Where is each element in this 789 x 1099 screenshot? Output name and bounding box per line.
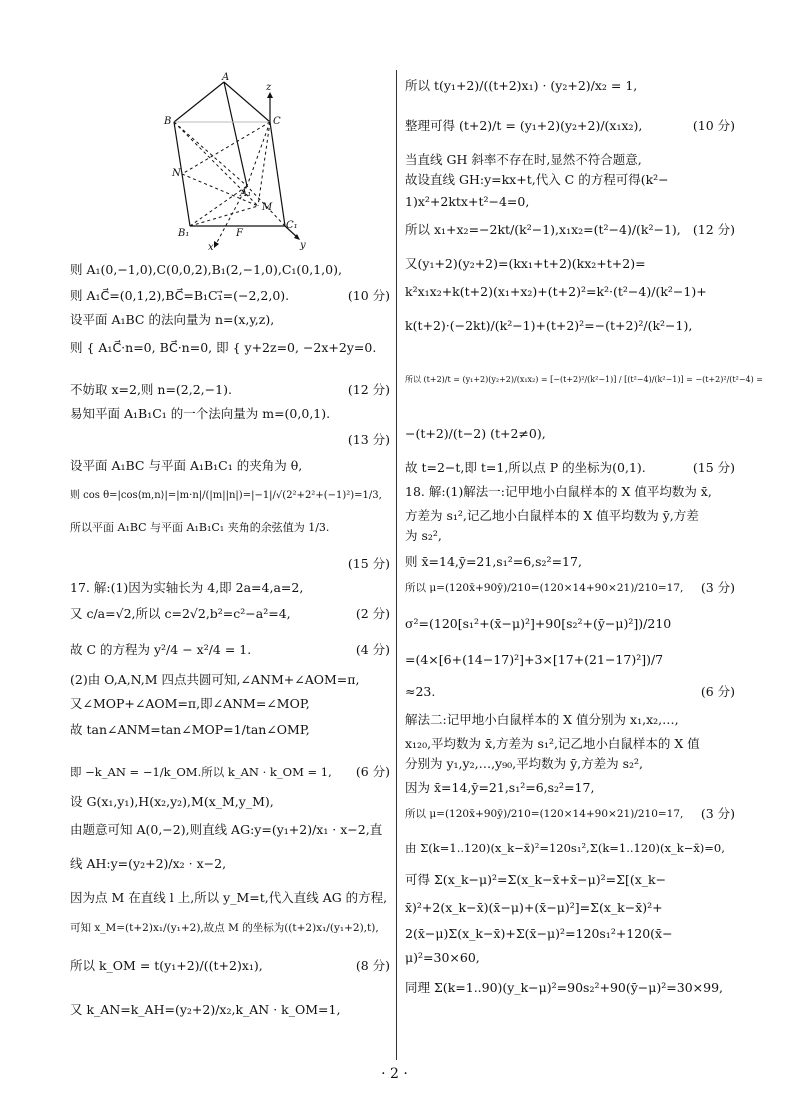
text-line: 整理可得 (t+2)/t = (y₁+2)(y₂+2)/(x₁x₂),	[405, 118, 643, 133]
text-line: 故 tan∠ANM=tan∠MOP=1/tan∠OMP,	[70, 722, 310, 737]
text-line: 则 x̄=14,ȳ=21,s₁²=6,s₂²=17,	[405, 554, 582, 569]
text-line: 故 C 的方程为 y²/4 − x²/4 = 1.	[70, 642, 252, 657]
score-mark: (3 分)	[700, 806, 735, 821]
text-line: 所以 μ=(120x̄+90ȳ)/210=(120×14+90×21)/210=17,	[405, 582, 684, 594]
label-M: M	[262, 202, 273, 213]
score-mark: (13 分)	[347, 432, 390, 447]
text-line: k²x₁x₂+k(t+2)(x₁+x₂)+(t+2)²=k²·(t²−4)/(k²−1)+	[405, 284, 707, 299]
page-number: · 2 ·	[381, 1066, 408, 1082]
text-line: 17. 解:(1)因为实轴长为 4,即 2a=4,a=2,	[70, 580, 304, 595]
text-line: 由 Σ(k=1..120)(x_k−x̄)²=120s₁²,Σ(k=1..120)(x_k−x̄)=0,	[405, 841, 725, 855]
text-line: 2(x̄−μ)Σ(x_k−x̄)+Σ(x̄−μ)²=120s₁²+120(x̄−	[405, 926, 673, 941]
text-line: 故设直线 GH:y=kx+t,代入 C 的方程可得(k²−	[405, 172, 669, 187]
text-line: 即 −k_AN = −1/k_OM.所以 k_AN · k_OM = 1,	[70, 765, 332, 779]
label-N: N	[172, 168, 181, 179]
label-C: C	[273, 116, 281, 127]
text-line: 易知平面 A₁B₁C₁ 的一个法向量为 m=(0,0,1).	[70, 406, 331, 421]
text-line: 又 c/a=√2,所以 c=2√2,b²=c²−a²=4,	[70, 606, 291, 621]
column-divider	[396, 70, 397, 1060]
score-mark: (12 分)	[347, 382, 390, 397]
prism-figure	[164, 72, 380, 253]
text-line: 所以平面 A₁BC 与平面 A₁B₁C₁ 夹角的余弦值为 1/3.	[70, 521, 330, 534]
text-line: 1)x²+2ktx+t²−4=0,	[405, 194, 530, 209]
text-line: 所以 (t+2)/t = (y₁+2)(y₂+2)/(x₁x₂) = [−(t+2)²/(k²−1)] / [(t²−4)/(k²−1)] = −(t+2)²/(t²−4) =	[405, 375, 763, 384]
text-line: −(t+2)/(t−2) (t+2≠0),	[405, 426, 546, 441]
text-line: 方差为 s₁²,记乙地小白鼠样本的 X 值平均数为 ȳ,方差	[405, 508, 699, 523]
text-line: 可知 x_M=(t+2)x₁/(y₁+2),故点 M 的坐标为((t+2)x₁/(y₁+2),t),	[70, 922, 379, 934]
score-mark: (2 分)	[355, 606, 390, 621]
text-line: 为 s₂²,	[405, 528, 442, 543]
text-line: x̄)²+2(x_k−x̄)(x̄−μ)+(x̄−μ)²]=Σ(x_k−x̄)²+	[405, 900, 663, 915]
text-line: 所以 x₁+x₂=−2kt/(k²−1),x₁x₂=(t²−4)/(k²−1),	[405, 222, 681, 237]
text-line: 线 AH:y=(y₂+2)/x₂ · x−2,	[70, 856, 227, 871]
text-line: 则 A₁C⃗=(0,1,2),BC⃗=B₁C₁⃗=(−2,2,0).	[70, 288, 290, 303]
label-x: x	[208, 242, 214, 253]
text-line: 解法二:记甲地小白鼠样本的 X 值分别为 x₁,x₂,…,	[405, 712, 679, 727]
text-line: (2)由 O,A,N,M 四点共圆可知,∠ANM+∠AOM=π,	[70, 672, 360, 687]
label-y: y	[300, 240, 306, 251]
text-line: 所以 μ=(120x̄+90ȳ)/210=(120×14+90×21)/210=17,	[405, 808, 684, 820]
text-line: 又∠MOP+∠AOM=π,即∠ANM=∠MOP,	[70, 696, 310, 711]
text-line: 则 { A₁C⃗·n=0, BC⃗·n=0, 即 { y+2z=0, −2x+2y=0.	[70, 340, 377, 355]
text-line: 不妨取 x=2,则 n=(2,2,−1).	[70, 382, 232, 397]
text-line: 因为 x̄=14,ȳ=21,s₁²=6,s₂²=17,	[405, 780, 595, 795]
text-line: 又 k_AN=k_AH=(y₂+2)/x₂,k_AN · k_OM=1,	[70, 1002, 341, 1017]
text-line: σ²=(120[s₁²+(x̄−μ)²]+90[s₂²+(ȳ−μ)²])/210	[405, 616, 672, 631]
label-z: z	[266, 82, 272, 93]
score-mark: (12 分)	[692, 222, 735, 237]
label-A: A	[222, 72, 230, 83]
text-line: 又(y₁+2)(y₂+2)=(kx₁+t+2)(kx₂+t+2)=	[405, 256, 646, 271]
text-line: =(4×[6+(14−17)²]+3×[17+(21−17)²])/7	[405, 652, 664, 667]
text-line: 同理 Σ(k=1..90)(y_k−μ)²=90s₂²+90(ȳ−μ)²=30×99,	[405, 980, 724, 995]
score-mark: (6 分)	[355, 764, 390, 779]
text-line: 设 G(x₁,y₁),H(x₂,y₂),M(x_M,y_M),	[70, 794, 274, 809]
score-mark: (4 分)	[355, 642, 390, 657]
text-line: k(t+2)·(−2kt)/(k²−1)+(t+2)²=−(t+2)²/(k²−1),	[405, 318, 693, 333]
right-column	[405, 0, 763, 1099]
text-line: 设平面 A₁BC 的法向量为 n=(x,y,z),	[70, 312, 275, 327]
text-line: 设平面 A₁BC 与平面 A₁B₁C₁ 的夹角为 θ,	[70, 458, 303, 473]
label-A1: A₁	[240, 188, 252, 199]
score-mark: (10 分)	[692, 118, 735, 133]
text-line: 则 cos θ=|cos⟨m,n⟩|=|m·n|/(|m||n|)=|−1|/√(2²+2²+(−1)²)=1/3,	[70, 490, 382, 501]
score-mark: (3 分)	[700, 580, 735, 595]
label-C1: C₁	[286, 220, 298, 231]
text-line: ≈23.	[405, 684, 436, 699]
label-B: B	[164, 116, 172, 127]
label-F: F	[236, 228, 243, 239]
label-B1: B₁	[178, 228, 190, 239]
text-line: μ)²=30×60,	[405, 950, 480, 965]
text-line: 分别为 y₁,y₂,…,y₉₀,平均数为 ȳ,方差为 s₂²,	[405, 756, 643, 771]
text-line: 所以 k_OM = t(y₁+2)/((t+2)x₁),	[70, 958, 263, 973]
score-mark: (15 分)	[692, 460, 735, 475]
score-mark: (6 分)	[700, 684, 735, 699]
score-mark: (8 分)	[355, 958, 390, 973]
text-line: 则 A₁(0,−1,0),C(0,0,2),B₁(2,−1,0),C₁(0,1,0),	[70, 262, 342, 277]
text-line: 因为点 M 在直线 l 上,所以 y_M=t,代入直线 AG 的方程,	[70, 890, 388, 905]
text-line: 故 t=2−t,即 t=1,所以点 P 的坐标为(0,1).	[405, 460, 646, 475]
text-line: 18. 解:(1)解法一:记甲地小白鼠样本的 X 值平均数为 x̄,	[405, 484, 712, 499]
text-line: 所以 t(y₁+2)/((t+2)x₁) · (y₂+2)/x₂ = 1,	[405, 78, 638, 93]
text-line: 当直线 GH 斜率不存在时,显然不符合题意,	[405, 152, 642, 167]
text-line: 由题意可知 A(0,−2),则直线 AG:y=(y₁+2)/x₁ · x−2,直	[70, 822, 383, 837]
text-line: 可得 Σ(x_k−μ)²=Σ(x_k−x̄+x̄−μ)²=Σ[(x_k−	[405, 872, 667, 887]
left-column	[70, 0, 390, 1099]
text-line: x₁₂₀,平均数为 x̄,方差为 s₁²,记乙地小白鼠样本的 X 值	[405, 736, 700, 751]
score-mark: (10 分)	[347, 288, 390, 303]
score-mark: (15 分)	[347, 556, 390, 571]
